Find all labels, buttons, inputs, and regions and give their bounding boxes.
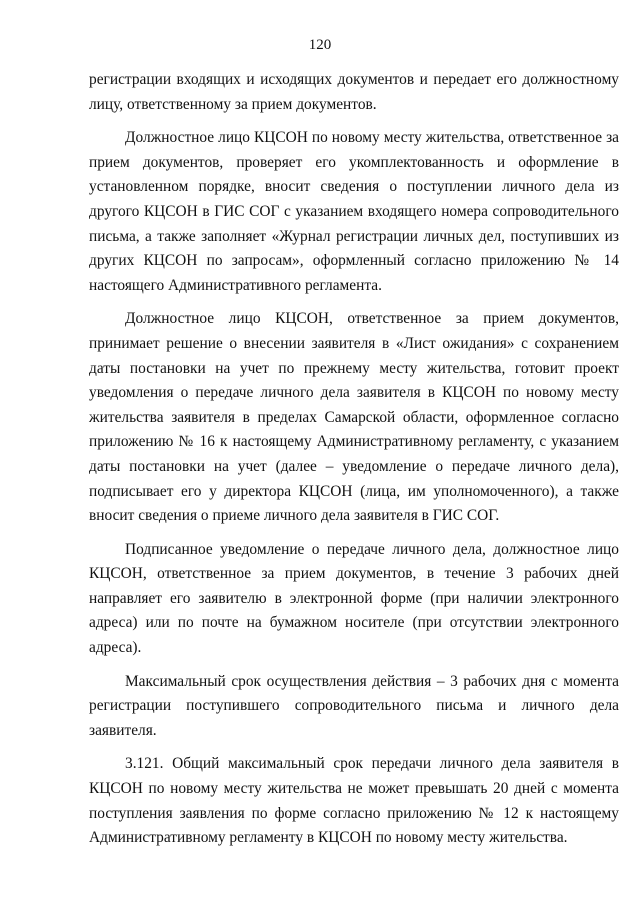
- paragraph-notification-sending: Подписанное уведомление о передаче личного дела, должностное лицо КЦСОН, ответственное за прием документов, в течение 3 рабочих дней направляет его заявителю в электронной форме (при наличии электронного адреса) или по почте на бумажном носителе (при отсутствии электронного адреса).: [89, 540, 619, 657]
- page-number: 120: [308, 37, 332, 53]
- document-body: [89, 68, 619, 860]
- paragraph-max-action-term: Максимальный срок осуществления действия – 3 рабочих дня с момента регистрации поступившего сопроводительного письма и личного дела заявителя.: [89, 672, 619, 739]
- paragraph-continuation: регистрации входящих и исходящих документов и передает его должностному лицу, ответственному за прием документов.: [89, 71, 619, 113]
- paragraph-section-3-121: 3.121. Общий максимальный срок передачи личного дела заявителя в КЦСОН по новому месту жительства не может превышать 20 дней с момента поступления заявления по форме согласно приложению № 12 к настоящему Административному регламенту в КЦСОН по новому месту жительства.: [89, 755, 619, 847]
- paragraph-waiting-list-decision: Должностное лицо КЦСОН, ответственное за прием документов, принимает решение о внесении заявителя в «Лист ожидания» с сохранением даты постановки на учет по прежнему месту жительства, готовит проект уведомления о передаче личного дела заявителя в КЦСОН по новому месту жительства заявителя в пределах Самарской области, оформленное согласно приложению № 16 к настоящему Административному регламенту, с указанием даты постановки на учет (далее – уведомление о передаче личного дела), подписывает его у директора КЦСОН (лица, им уполномоченного), а также вносит сведения о приеме личного дела заявителя в ГИС СОГ.: [89, 310, 619, 525]
- paragraph-document-check: Должностное лицо КЦСОН по новому месту жительства, ответственное за прием документов, проверяет его укомплектованность и оформление в установленном порядке, вносит сведения о поступлении личного дела из другого КЦСОН в ГИС СОГ с указанием входящего номера сопроводительного письма, а также заполняет «Журнал регистрации личных дел, поступивших из других КЦСОН по запросам», оформленный согласно приложению № 14 настоящего Административного регламента.: [89, 129, 619, 294]
